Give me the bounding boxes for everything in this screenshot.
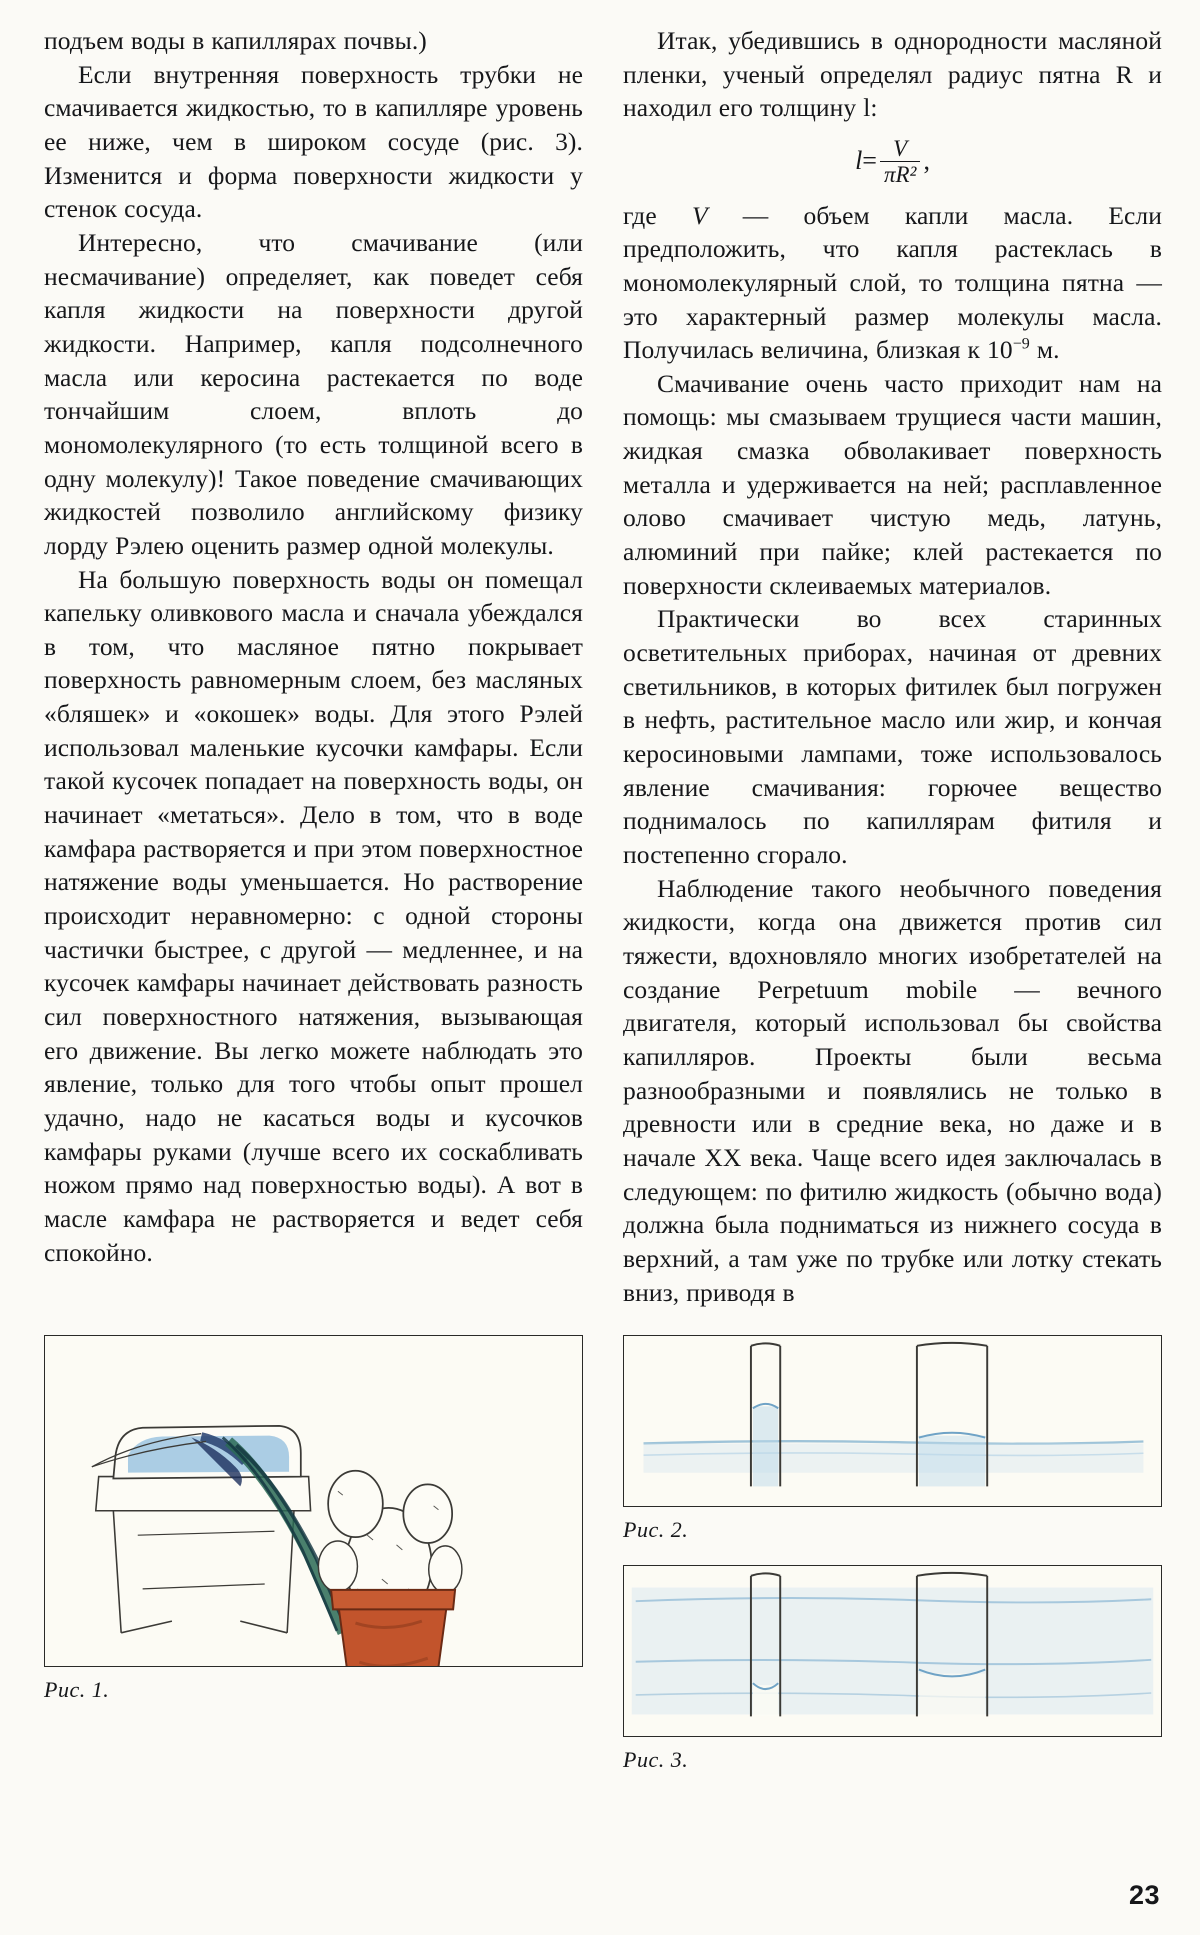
text-fragment: — объем капли масла. Если предположить, что капля растеклась в мономолекулярный слой, то толщина пятна — это характерный размер молекулы масла. Получилась величина, близкая к 10	[623, 200, 1162, 365]
text-fragment: где	[623, 200, 692, 230]
paragraph: Итак, убедившись в однородности масляной пленки, ученый определял радиус пятна R и находил его толщину l:	[623, 26, 1162, 123]
paragraph: Смачивание очень часто приходит нам на помощь: мы смазываем трущиеся части машин, жидкая смазка обволакивает поверхность металла и удерживается на ней; расплавленное олово смачивает чистую медь, латунь, алюминий при пайке; клей растекается по поверхности склеиваемых материалов.	[623, 368, 1162, 600]
formula-left-symbol: l	[855, 145, 863, 175]
formula-fraction	[880, 137, 920, 189]
paragraph: Наблюдение такого необычного поведения жидкости, когда она движется против сил тяжести, вдохновляло многих изобретателей на создание Perpetuum mobile — вечного двигателя, который использовал бы свойства капилляров. Проекты были весьма разнообразными и появлялись не только в древности или в средние века, но даже и в начале XX века. Чаще всего идея заключалась в следующем: по фитилю жидкость (обычно вода) должна была подниматься из нижнего сосуда в верхний, а там уже по трубке или лотку стекать вниз, приводя в	[623, 873, 1162, 1307]
paragraph: подъем воды в капиллярах почвы.)	[44, 26, 427, 55]
formula-thickness	[623, 137, 1162, 189]
paragraph: Если внутренняя поверхность трубки не смачивается жидкостью, то в капилляре уровень ее ниже, чем в широком сосуде (рис. 3). Изменится и форма поверхности жидкости у стенок сосуда.	[44, 59, 583, 224]
figure-23-block	[623, 1335, 1162, 1773]
figure-1-image	[44, 1335, 583, 1667]
formula-numerator: V	[893, 135, 908, 161]
formula-denominator: πR²	[880, 161, 920, 188]
illustration-capillary-depression	[624, 1566, 1161, 1736]
text-columns	[44, 24, 1162, 1309]
exponent: −9	[1012, 335, 1030, 353]
symbol-volume: V	[691, 200, 708, 230]
figure-1-caption: Рис. 1.	[44, 1677, 110, 1703]
right-text-column	[623, 24, 1162, 1309]
text-fragment: м.	[1029, 335, 1060, 365]
formula-equals: =	[862, 145, 877, 175]
paragraph-with-inline-math	[623, 199, 1162, 367]
figure-3-image	[623, 1565, 1162, 1737]
figure-2-caption: Рис. 2.	[623, 1517, 689, 1543]
figure-spacer	[623, 1543, 1162, 1565]
paragraph: На большую поверхность воды он помещал капельку оливкового масла и сначала убеждался в том, что масляное пятно покрывает поверхность равномерным слоем, без масляных «бляшек» и «окошек» воды. Для этого Рэлей использовал маленькие кусочки камфары. Если такой кусочек попадает на поверхность воды, он начинает «метаться». Дело в том, что в воде камфара растворяется и при этом поверхностное натяжение воды уменьшается. Но растворение происходит неравномерно: с одной стороны частички быстрее, с другой — медленнее, и на кусочек камфары начинает действовать разность сил поверхностного натяжения, вызывающая его движение. Вы легко можете наблюдать это явление, только для того чтобы опыт прошел удачно, надо не касаться воды и кусочков камфары руками (лучше всего их соскабливать ножом прямо над поверхностью воды). А вот в масле камфара не растворяется и ведет себя спокойно.	[44, 564, 583, 1267]
figures-row	[44, 1335, 1162, 1773]
page-number: 23	[1128, 1880, 1160, 1910]
figure-1-block	[44, 1335, 583, 1703]
figure-3-caption: Рис. 3.	[623, 1747, 689, 1773]
figure-2-image	[623, 1335, 1162, 1507]
illustration-capillary-rise	[624, 1336, 1161, 1506]
paragraph: Интересно, что смачивание (или несмачивание) определяет, как поведет себя капля жидкости на поверхности другой жидкости. Например, капля подсолнечного масла или керосина растекается по воде тончайшим слоем, вплоть до мономолекулярного (то есть толщиной всего в одну молекулу)! Такое поведение смачивающих жидкостей позволило английскому физику лорду Рэлею оценить размер одной молекулы.	[44, 227, 583, 560]
formula-trailing-comma: ,	[923, 145, 930, 175]
left-text-column	[44, 24, 583, 1269]
paragraph: Практически во всех старинных осветительных приборах, начиная от древних светильников, в которых фитилек был погружен в нефть, растительное масло или жир, и кончая керосиновыми лампами, тоже использовалось явление смачивания: горючее вещество поднималось по капиллярам фитиля и постепенно сгорало.	[623, 604, 1162, 870]
illustration-siphon-cactus	[45, 1336, 582, 1666]
